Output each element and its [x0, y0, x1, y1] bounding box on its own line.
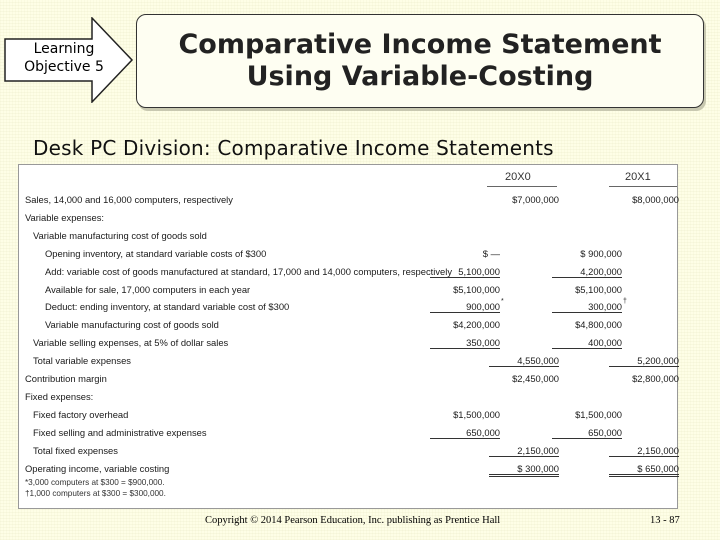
- row-label: Variable expenses:: [25, 211, 105, 223]
- amount-value: $5,100,000: [575, 283, 622, 295]
- amount-value: 650,000: [588, 426, 622, 438]
- footnote-marker: †: [623, 298, 627, 306]
- title-box: [136, 14, 704, 108]
- row-label: Fixed expenses:: [25, 390, 94, 402]
- row-label: Operating income, variable costing: [25, 462, 170, 474]
- header-rule-20x0: [487, 186, 557, 187]
- slide-subtitle: Desk PC Division: Comparative Income Statements: [33, 136, 554, 160]
- learning-objective-line2: Objective 5: [24, 59, 104, 75]
- amount-cell: [430, 427, 500, 439]
- amount-cell: [552, 248, 622, 259]
- amount-value: $ 650,000: [637, 462, 679, 474]
- row-label: Variable manufacturing cost of goods sold: [45, 319, 219, 331]
- column-header-20x0: 20X0: [505, 171, 531, 183]
- amount-cell: [552, 301, 622, 313]
- footnote-2: †1,000 computers at $300 = $300,000.: [25, 489, 166, 498]
- slide-title-line1: Comparative Income Statement: [178, 29, 662, 60]
- amount-value: $8,000,000: [632, 194, 679, 205]
- amount-cell: [489, 463, 559, 477]
- amount-value: 2,150,000: [517, 444, 559, 456]
- header-rule-20x1: [609, 186, 677, 187]
- row-label: Fixed factory overhead: [33, 408, 129, 420]
- slide-title-line2: Using Variable-Costing: [246, 61, 594, 92]
- amount-cell: [489, 373, 559, 384]
- amount-cell: [430, 266, 500, 278]
- amount-value: $1,500,000: [575, 408, 622, 420]
- row-label: Variable selling expenses, at 5% of dollar sales: [33, 337, 229, 349]
- amount-cell: [609, 373, 679, 384]
- learning-objective-label: [6, 40, 122, 76]
- learning-objective-line1: Learning: [33, 41, 95, 57]
- amount-value: $1,500,000: [453, 408, 500, 420]
- amount-value: $4,200,000: [453, 319, 500, 331]
- amount-value: 4,550,000: [517, 355, 559, 367]
- amount-value: 350,000: [466, 337, 500, 349]
- amount-cell: [552, 337, 622, 349]
- amount-value: $5,100,000: [453, 283, 500, 295]
- amount-value: 2,150,000: [637, 444, 679, 456]
- row-label: Total variable expenses: [33, 355, 131, 367]
- row-label: Add: variable cost of goods manufactured at standard, 17,000 and 14,000 computers, respectively: [45, 265, 453, 277]
- amount-cell: [430, 248, 500, 259]
- amount-value: $ —: [482, 247, 500, 259]
- amount-value: $2,450,000: [512, 373, 559, 384]
- amount-cell: [430, 301, 500, 313]
- amount-cell: [489, 445, 559, 457]
- amount-value: 900,000: [466, 301, 500, 313]
- amount-cell: [430, 337, 500, 349]
- amount-cell: [609, 355, 679, 367]
- amount-value: $2,800,000: [632, 373, 679, 384]
- amount-value: $4,800,000: [575, 319, 622, 331]
- copyright-text: Copyright © 2014 Pearson Education, Inc. publishing as Prentice Hall: [205, 515, 501, 526]
- slide-title: [137, 29, 703, 93]
- amount-cell: [430, 319, 500, 330]
- row-label: Contribution margin: [25, 373, 107, 384]
- amount-cell: [489, 355, 559, 367]
- amount-value: 650,000: [466, 426, 500, 438]
- amount-value: 5,200,000: [637, 355, 679, 367]
- footnote-marker: *: [501, 298, 504, 306]
- amount-value: $ 300,000: [517, 462, 559, 474]
- amount-cell: [609, 194, 679, 205]
- amount-cell: [489, 194, 559, 205]
- row-label: Variable manufacturing cost of goods sold: [33, 229, 207, 241]
- amount-cell: [552, 319, 622, 330]
- amount-cell: [552, 266, 622, 278]
- amount-cell: [552, 284, 622, 295]
- amount-cell: [552, 409, 622, 420]
- amount-value: 300,000: [588, 301, 622, 313]
- row-label: Total fixed expenses: [33, 444, 118, 456]
- row-label: Opening inventory, at standard variable costs of $300: [45, 247, 267, 259]
- amount-cell: [609, 445, 679, 457]
- amount-cell: [609, 463, 679, 477]
- amount-cell: [430, 409, 500, 420]
- amount-value: $7,000,000: [512, 194, 559, 205]
- row-label: Sales, 14,000 and 16,000 computers, respectively: [25, 194, 233, 205]
- row-label: Deduct: ending inventory, at standard variable cost of $300: [45, 301, 290, 313]
- row-label: Available for sale, 17,000 computers in each year: [45, 283, 251, 295]
- income-statement-table: [18, 164, 678, 509]
- column-header-20x1: 20X1: [625, 171, 651, 183]
- amount-cell: [552, 427, 622, 439]
- row-label: Fixed selling and administrative expenses: [33, 426, 207, 438]
- amount-cell: [430, 284, 500, 295]
- amount-value: 5,100,000: [458, 265, 500, 277]
- amount-value: $ 900,000: [580, 247, 622, 259]
- amount-value: 400,000: [588, 337, 622, 349]
- page-number: 13 - 87: [650, 515, 680, 526]
- amount-value: 4,200,000: [580, 265, 622, 277]
- footnote-1: *3,000 computers at $300 = $900,000.: [25, 478, 165, 487]
